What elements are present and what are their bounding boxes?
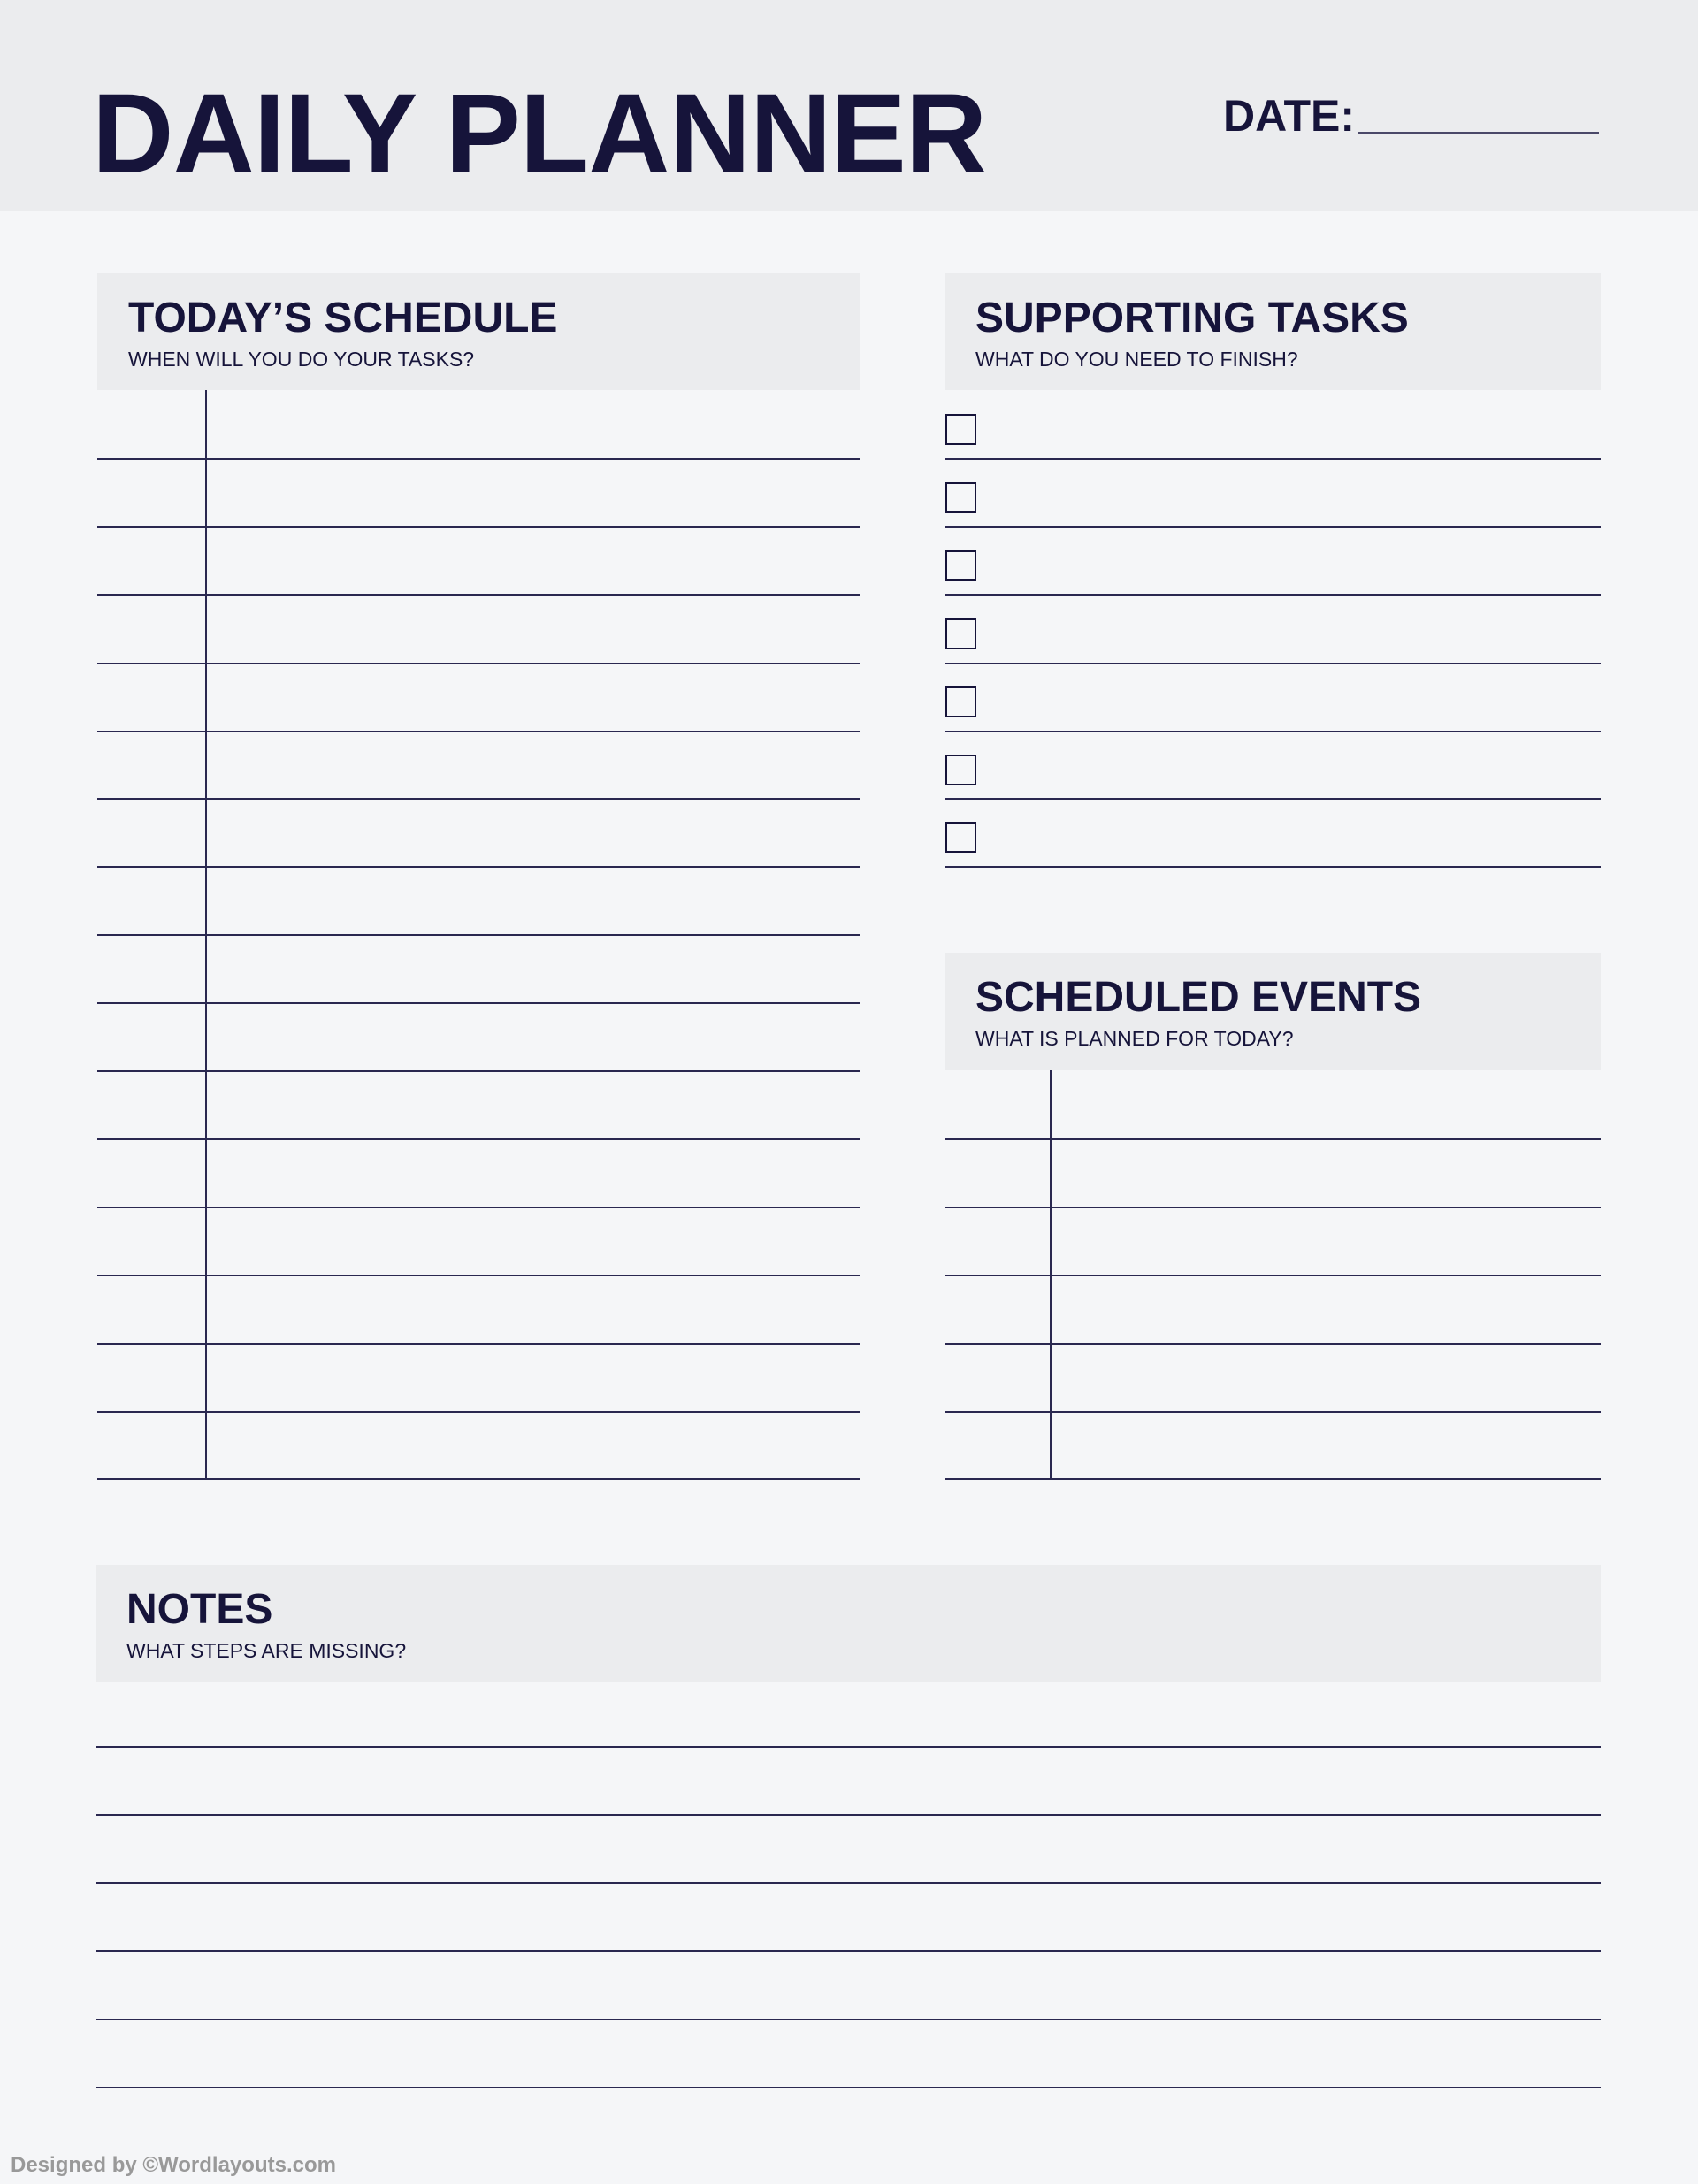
task-checkbox[interactable] [945,686,976,717]
schedule-row-line[interactable] [97,1070,860,1072]
task-checkbox[interactable] [945,618,976,649]
schedule-subtitle: WHEN WILL YOU DO YOUR TASKS? [128,348,475,371]
notes-line[interactable] [96,1950,1601,1952]
schedule-row-line[interactable] [97,594,860,596]
schedule-row-line[interactable] [97,1478,860,1480]
date-label: DATE: [1223,91,1356,141]
schedule-row-line[interactable] [97,1002,860,1004]
task-row-line[interactable] [945,458,1601,460]
notes-line[interactable] [96,2019,1601,2020]
task-checkbox[interactable] [945,755,976,785]
event-row-line[interactable] [945,1478,1601,1480]
notes-subtitle: WHAT STEPS ARE MISSING? [126,1639,407,1662]
event-row-line[interactable] [945,1275,1601,1276]
events-subtitle: WHAT IS PLANNED FOR TODAY? [975,1027,1294,1050]
schedule-header [97,273,860,390]
notes-line[interactable] [96,2087,1601,2088]
task-row-line[interactable] [945,663,1601,664]
event-row-line[interactable] [945,1411,1601,1413]
footer-credit: Designed by ©Wordlayouts.com [11,2153,336,2177]
schedule-row-line[interactable] [97,934,860,936]
time-column-divider [205,390,207,1478]
date-field-line[interactable] [1358,132,1599,134]
event-row-line[interactable] [945,1138,1601,1140]
tasks-title: SUPPORTING TASKS [975,295,1409,341]
notes-line[interactable] [96,1814,1601,1816]
schedule-row-line[interactable] [97,1138,860,1140]
task-row-line[interactable] [945,731,1601,732]
schedule-row-line[interactable] [97,1343,860,1345]
events-header [945,953,1601,1070]
schedule-title: TODAY’S SCHEDULE [128,295,558,341]
event-time-divider [1050,1070,1052,1478]
schedule-row-line[interactable] [97,663,860,664]
tasks-subtitle: WHAT DO YOU NEED TO FINISH? [975,348,1298,371]
task-row-line[interactable] [945,866,1601,868]
task-checkbox[interactable] [945,414,976,445]
tasks-header [945,273,1601,390]
schedule-row-line[interactable] [97,798,860,800]
schedule-row-line[interactable] [97,1275,860,1276]
task-row-line[interactable] [945,594,1601,596]
schedule-row-line[interactable] [97,1207,860,1208]
notes-line[interactable] [96,1882,1601,1884]
schedule-row-line[interactable] [97,731,860,732]
schedule-row-line[interactable] [97,1411,860,1413]
schedule-row-line[interactable] [97,526,860,528]
notes-line[interactable] [96,1746,1601,1748]
task-checkbox[interactable] [945,482,976,513]
task-checkbox[interactable] [945,822,976,853]
task-row-line[interactable] [945,798,1601,800]
schedule-row-line[interactable] [97,866,860,868]
notes-header [96,1565,1601,1682]
task-checkbox[interactable] [945,550,976,581]
page-title: DAILY PLANNER [92,71,987,197]
event-row-line[interactable] [945,1207,1601,1208]
events-title: SCHEDULED EVENTS [975,974,1422,1021]
schedule-row-line[interactable] [97,458,860,460]
task-row-line[interactable] [945,526,1601,528]
event-row-line[interactable] [945,1343,1601,1345]
notes-title: NOTES [126,1586,273,1633]
